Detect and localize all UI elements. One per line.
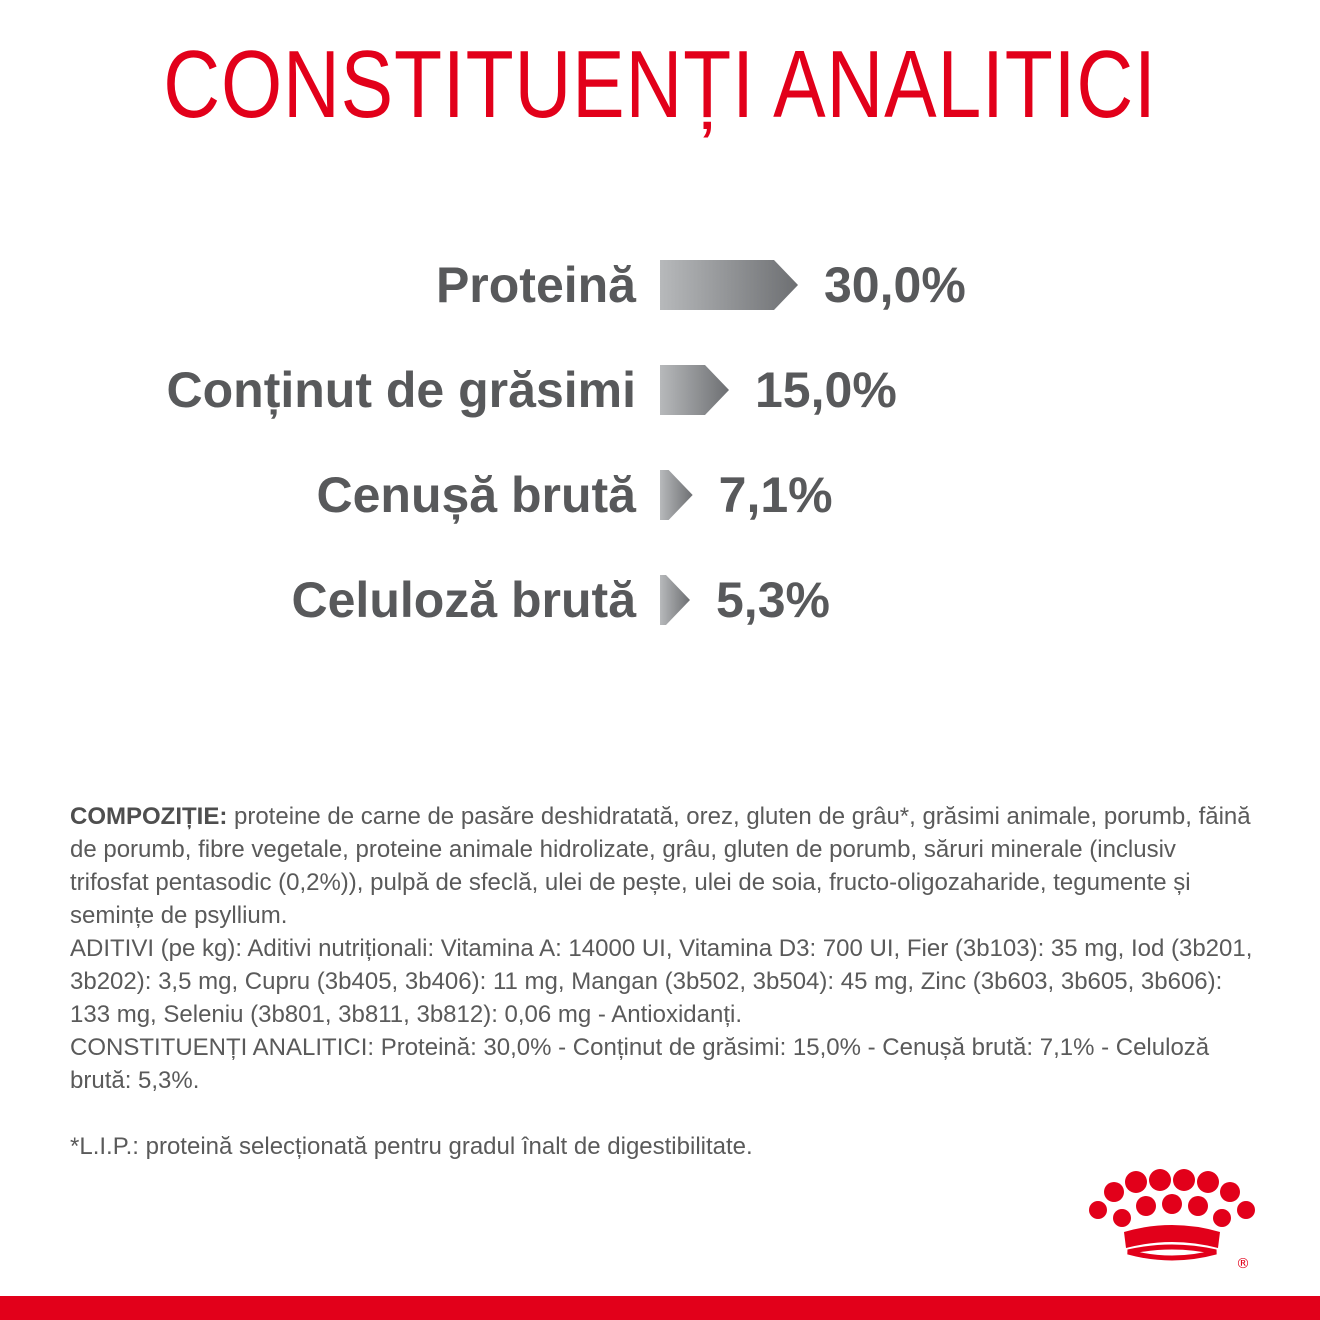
logo-dot bbox=[1113, 1209, 1131, 1227]
bar-row-cenusa-bruta bbox=[316, 467, 832, 523]
value-label: 7,1% bbox=[718, 467, 833, 523]
value-label: 5,3% bbox=[716, 572, 830, 628]
royal-canin-crown-logo-icon bbox=[1084, 1168, 1260, 1270]
page-title: CONSTITUENȚI ANALITICI bbox=[163, 31, 1157, 138]
ingredients-text: proteine de carne de pasăre deshidratată, orez, gluten de grâu*, grăsimi animale, porumb, făină de porumb, fibre vegetale, proteine animale hidrolizate, grâu, gluten de porumb, săruri minerale (inclusiv trifosfat pentasodic (0,2%)), pulpă de sfeclă, ulei de pește, ulei de soia, fructo-oligozaharide, tegumente și semințe de psyllium. bbox=[70, 803, 1251, 929]
logo-dot bbox=[1089, 1201, 1107, 1219]
composition-heading: COMPOZIȚIE: bbox=[70, 803, 228, 830]
value-label: 30,0% bbox=[824, 257, 966, 313]
logo-dot bbox=[1188, 1196, 1208, 1216]
ingredients-paragraph bbox=[70, 800, 1255, 932]
composition-block bbox=[70, 800, 1255, 1163]
category-label: Conținut de grăsimi bbox=[166, 362, 636, 418]
bar-row-proteina bbox=[436, 257, 966, 313]
logo-dot bbox=[1149, 1169, 1171, 1191]
logo-dot bbox=[1104, 1182, 1124, 1202]
value-label: 15,0% bbox=[755, 362, 897, 418]
footnote-text: *L.I.P.: proteină selecționată pentru gradul înalt de digestibilitate. bbox=[70, 1133, 753, 1160]
logo-dot bbox=[1173, 1169, 1195, 1191]
nutrient-bar-chart bbox=[0, 230, 1320, 650]
additives-text: ADITIVI (pe kg): Aditivi nutriționali: Vitamina A: 14000 UI, Vitamina D3: 700 UI, Fier (3b103): 35 mg, Iod (3b201, 3b202): 3,5 mg, Cupru (3b405, 3b406): 11 mg, Mangan (3b502, 3b504): 45 mg, Zinc (3b603, 3b605, 3b606): 133 mg, Seleniu (3b801, 3b811, 3b812): 0,06 mg - Antioxidanți. bbox=[70, 935, 1253, 1028]
logo-dot bbox=[1213, 1209, 1231, 1227]
category-label: Celuloză brută bbox=[291, 572, 636, 628]
analytical-constituents-text: CONSTITUENȚI ANALITICI: Proteină: 30,0% - Conținut de grăsimi: 15,0% - Cenușă brută: 7,1% - Celuloză brută: 5,3%. bbox=[70, 1034, 1210, 1094]
bar bbox=[660, 365, 729, 415]
trademark-symbol: ® bbox=[1236, 1256, 1250, 1270]
bar-row-celuloza-bruta bbox=[292, 572, 830, 628]
category-label: Cenușă brută bbox=[316, 467, 636, 523]
logo-dot bbox=[1125, 1171, 1147, 1193]
logo-dot bbox=[1220, 1182, 1240, 1202]
bar bbox=[660, 470, 693, 520]
logo-dot bbox=[1237, 1201, 1255, 1219]
bar bbox=[660, 575, 690, 625]
logo-dot bbox=[1162, 1194, 1182, 1214]
bar bbox=[660, 260, 798, 310]
logo-dot bbox=[1136, 1196, 1156, 1216]
logo-dot bbox=[1197, 1171, 1219, 1193]
bottom-brand-bar bbox=[0, 1296, 1320, 1320]
category-label: Proteină bbox=[435, 257, 636, 313]
bar-row-continut-de-grasimi bbox=[167, 362, 897, 418]
